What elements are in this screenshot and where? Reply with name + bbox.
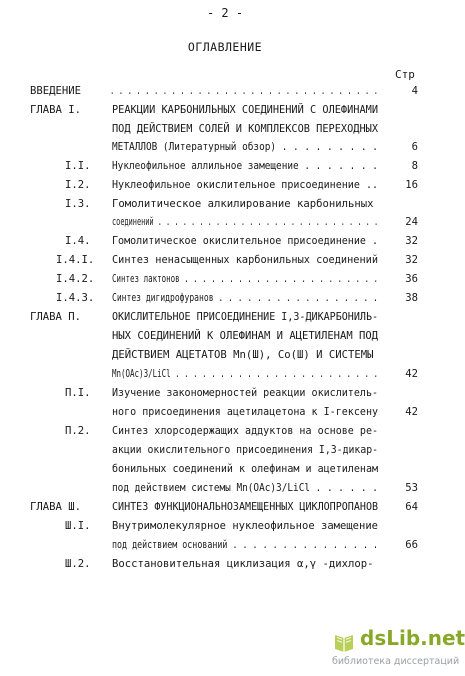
toc-row-label: ВВЕДЕНИЕ — [30, 85, 82, 97]
toc-row-label: П.I. — [65, 387, 91, 399]
toc-row-text: СИНТЕЗ ФУНКЦИОНАЛЬНОЗАМЕЩЕННЫХ ЦИКЛОПРОПАНОВ — [112, 501, 379, 513]
toc-row-page: 64 — [405, 501, 418, 513]
toc-row-label: I.4.I. — [56, 254, 95, 266]
toc-row-label: I.3. — [65, 198, 91, 210]
toc-row-text: ДЕЙСТВИЕМ АЦЕТАТОВ Mn(Ш), Co(Ш) И СИСТЕМЫ — [112, 349, 374, 361]
toc-row — [0, 253, 450, 268]
toc-row-text: РЕАКЦИИ КАРБОНИЛЬНЫХ СОЕДИНЕНИЙ С ОЛЕФИНАМИ — [112, 104, 379, 116]
toc-row-text: Нуклеофильное аллильное замещение . . . . . . . — [112, 160, 378, 172]
toc-row-text: бонильных соединений к олефинам и ацетиленам — [112, 463, 379, 475]
toc-row-text: под действием системы Mn(OAc)3/LiCl . . . . . . — [112, 482, 378, 494]
toc-row-page: 16 — [405, 179, 418, 191]
toc-row-text: Гомолитическое алкилирование карбонильных — [112, 198, 374, 210]
toc-row — [0, 272, 450, 287]
toc-row-page: 38 — [405, 292, 418, 304]
toc-row-text: Mn(OAc)3/LiCl . . . . . . . . . . . . . . . . . . . . . . . — [112, 368, 379, 380]
toc-row-text: . . . . . . . . . . . . . . . . . . . . . . . . . . . . . . . — [110, 85, 379, 97]
toc-row — [0, 462, 450, 477]
toc-row-page: 66 — [405, 539, 418, 551]
toc-row-text: Синтез ненасыщенных карбонильных соединений — [112, 254, 379, 266]
toc-row-label: Ш.2. — [65, 558, 91, 570]
toc-row-label: I.I. — [65, 160, 91, 172]
toc-row — [0, 481, 450, 496]
toc-row — [0, 367, 450, 382]
toc-row-label: ГЛАВА П. — [30, 311, 82, 323]
toc-row-page: 6 — [411, 141, 418, 153]
toc-row — [0, 519, 450, 534]
toc-row — [0, 122, 450, 137]
toc-row-label: I.2. — [65, 179, 91, 191]
toc-row — [0, 140, 450, 155]
toc-row-text: Восстановительная циклизация α,γ -дихлор- — [112, 558, 374, 570]
toc-row-text: Синтез хлорсодержащих аддуктов на основе ре- — [112, 425, 379, 437]
watermark — [332, 624, 465, 676]
watermark-logo: dsLib.net — [360, 626, 465, 650]
toc-row-text: МЕТАЛЛОВ (Литературный обзор) . . . . . . . . . — [112, 141, 378, 153]
toc-row — [0, 557, 450, 572]
toc-row — [0, 329, 450, 344]
toc-row-page: 32 — [405, 235, 418, 247]
toc-row-text: Нуклеофильное окислительное присоединение .. — [112, 179, 379, 191]
page-title: ОГЛАВЛЕНИЕ — [187, 40, 263, 54]
toc-row-label: I.4.3. — [56, 292, 95, 304]
toc-row — [0, 103, 450, 118]
toc-row-label: П.2. — [65, 425, 91, 437]
toc-row — [0, 159, 450, 174]
toc-row — [0, 386, 450, 401]
toc-row-label: ГЛАВА Ш. — [30, 501, 82, 513]
page-column-label: Стр — [395, 68, 415, 81]
toc-row — [0, 424, 450, 439]
toc-row-text: Изучение закономерностей реакции окислитель- — [112, 387, 379, 399]
toc-row-text: НЫХ СОЕДИНЕНИЙ К ОЛЕФИНАМ И АЦЕТИЛЕНАМ ПОД — [112, 330, 378, 342]
toc-row-page: 8 — [411, 160, 418, 172]
toc-row-label: ГЛАВА I. — [30, 104, 82, 116]
toc-row-text: под действием оснований . . . . . . . . . . . . . . . — [112, 539, 379, 551]
toc-row — [0, 500, 450, 515]
toc-row — [0, 443, 450, 458]
toc-row — [0, 538, 450, 553]
toc-row — [0, 234, 450, 249]
toc-row-page: 53 — [405, 482, 418, 494]
toc-row-page: 4 — [411, 85, 418, 97]
toc-row-page: 42 — [405, 368, 418, 380]
watermark-subtitle: библиотека диссертаций — [332, 656, 460, 667]
toc-row — [0, 84, 450, 99]
toc-row — [0, 215, 450, 230]
toc-row-text: Синтез лактонов . . . . . . . . . . . . . . . . . . . . . . — [112, 273, 379, 285]
toc-row-label: I.4.2. — [56, 273, 95, 285]
page-number: - 2 - — [206, 6, 244, 20]
toc-row-label: I.4. — [65, 235, 91, 247]
toc-row — [0, 178, 450, 193]
toc-row — [0, 291, 450, 306]
toc-row-text: ПОД ДЕЙСТВИЕМ СОЛЕЙ И КОМПЛЕКСОВ ПЕРЕХОДНЫХ — [112, 123, 379, 135]
toc-row-page: 24 — [405, 216, 418, 228]
toc-row-page: 32 — [405, 254, 418, 266]
toc-row — [0, 348, 450, 363]
toc-row-text: Гомолитическое окислительное присоединение . — [112, 235, 379, 247]
toc-row — [0, 197, 450, 212]
toc-row-page: 36 — [405, 273, 418, 285]
toc-row-text: ного присоединения ацетилацетона к I-гексену — [112, 406, 379, 418]
toc-row-text: ОКИСЛИТЕЛЬНОЕ ПРИСОЕДИНЕНИЕ I,3-ДИКАРБОНИЛЬ- — [112, 311, 379, 323]
toc-row — [0, 310, 450, 325]
book-icon — [332, 630, 356, 654]
toc-row — [0, 405, 450, 420]
toc-row-page: 42 — [405, 406, 418, 418]
toc-row-text: Внутримолекулярное нуклеофильное замещение — [112, 520, 378, 532]
toc-row-text: акции окислительного присоединения I,3-дикар- — [112, 444, 379, 456]
toc-row-text: Синтез дигидрофуранов . . . . . . . . . . . . . . . . . — [112, 292, 378, 304]
toc-row-text: соединений . . . . . . . . . . . . . . . . . . . . . . . . . . . — [112, 216, 379, 228]
toc-row-label: Ш.I. — [65, 520, 91, 532]
